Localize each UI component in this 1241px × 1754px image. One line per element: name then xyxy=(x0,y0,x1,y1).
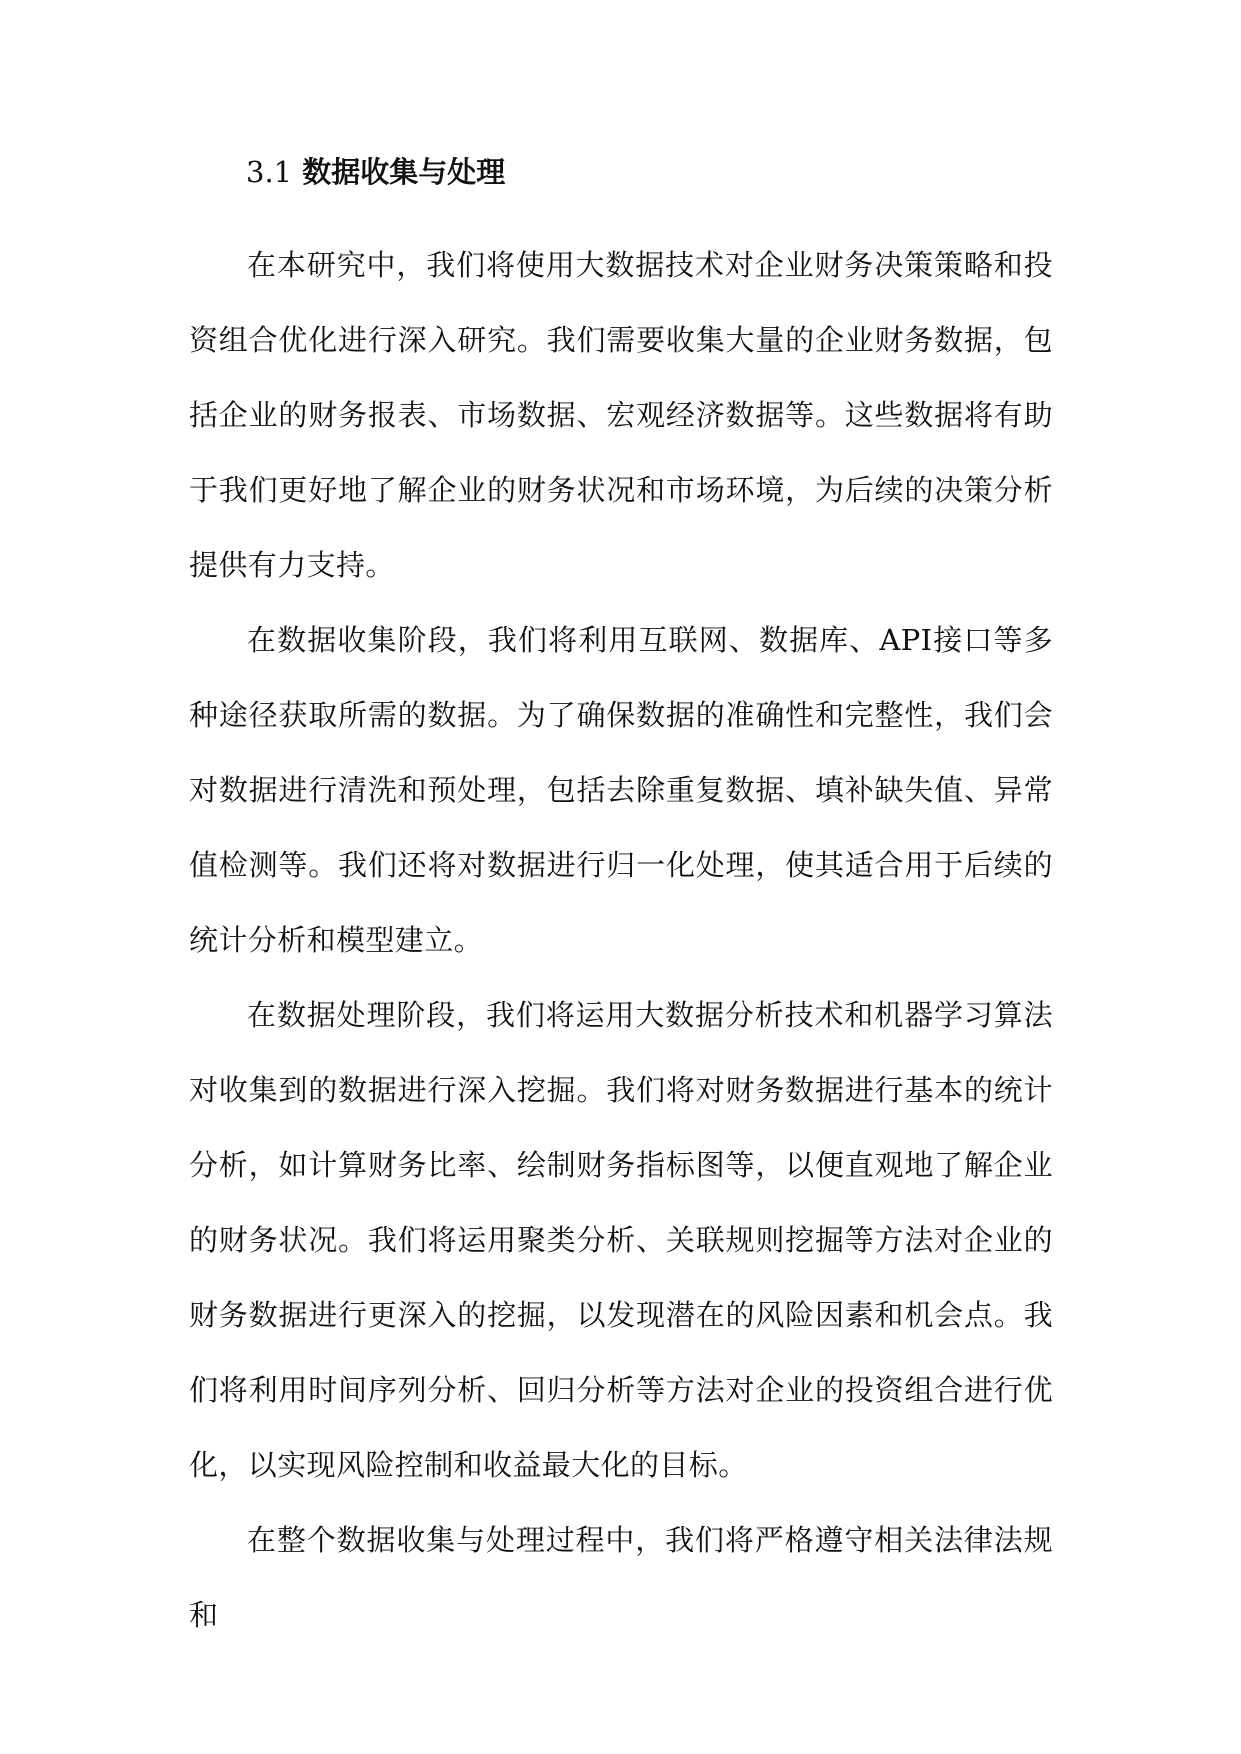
paragraph-intro: 在本研究中，我们将使用大数据技术对企业财务决策策略和投资组合优化进行深入研究。我们需要收集大量的企业财务数据，包括企业的财务报表、市场数据、宏观经济数据等。这些数据将有助于我们更好地了解企业的财务状况和市场环境，为后续的决策分析提供有力支持。 xyxy=(189,248,1053,582)
paragraph-compliance: 在整个数据收集与处理过程中，我们将严格遵守相关法律法规和 xyxy=(189,1523,1053,1632)
paragraph-data-processing: 在数据处理阶段，我们将运用大数据分析技术和机器学习算法对收集到的数据进行深入挖掘。我们将对财务数据进行基本的统计分析，如计算财务比率、绘制财务指标图等，以便直观地了解企业的财务状况。我们将运用聚类分析、关联规则挖掘等方法对企业的财务数据进行更深入的挖掘，以发现潜在的风险因素和机会点。我们将利用时间序列分析、回归分析等方法对企业的投资组合进行优化，以实现风险控制和收益最大化的目标。 xyxy=(189,998,1053,1482)
paragraph-data-collection: 在数据收集阶段，我们将利用互联网、数据库、API接口等多种途径获取所需的数据。为了确保数据的准确性和完整性，我们会对数据进行清洗和预处理，包括去除重复数据、填补缺失值、异常值检测等。我们还将对数据进行归一化处理，使其适合用于后续的统计分析和模型建立。 xyxy=(189,623,1053,957)
section-title: 数据收集与处理 xyxy=(302,155,506,189)
body-text xyxy=(189,228,1053,1653)
section-number: 3.1 xyxy=(246,155,293,189)
section-heading xyxy=(246,148,505,196)
